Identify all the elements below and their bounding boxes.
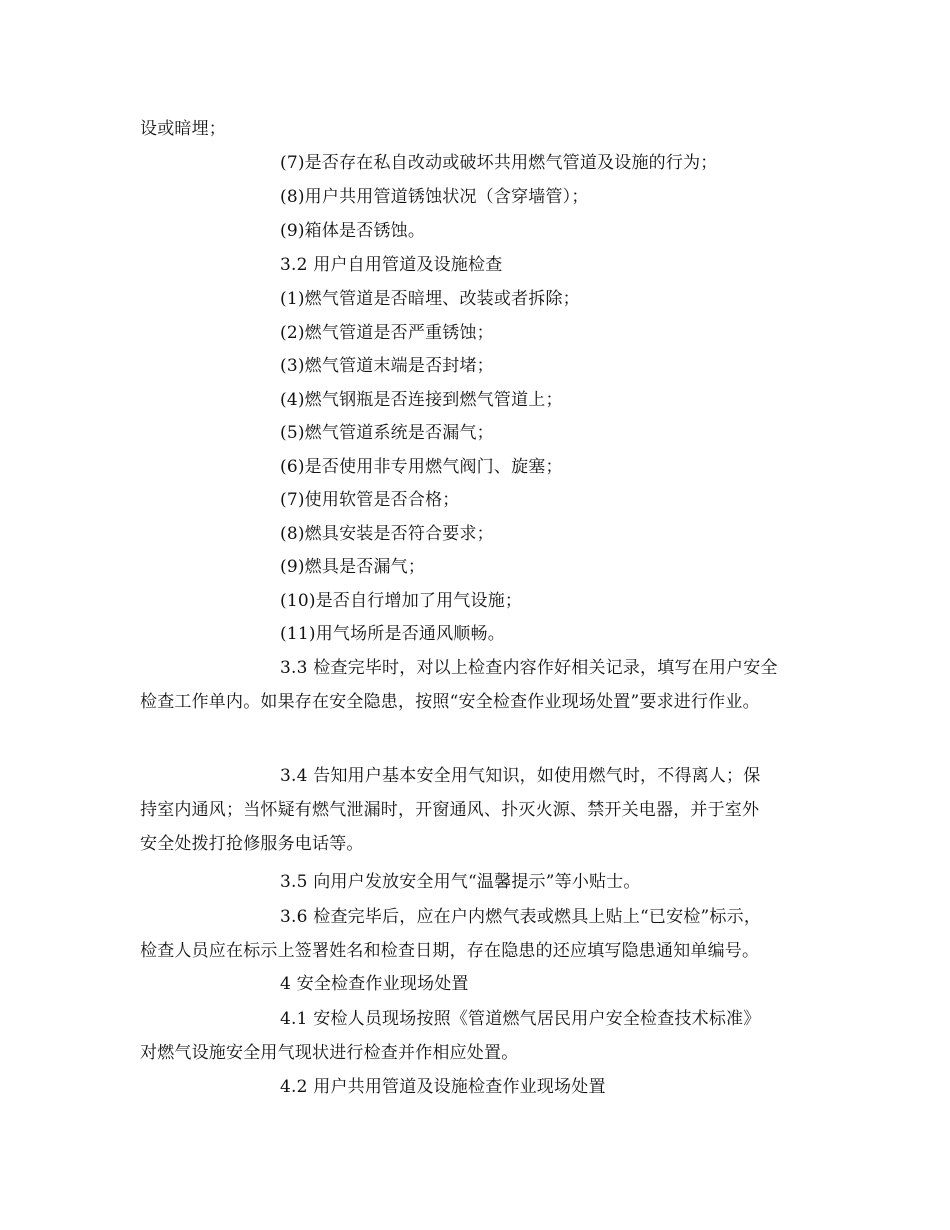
- text-line: (1)燃气管道是否暗埋、改装或者拆除；: [280, 289, 580, 309]
- text-line: (9)燃具是否漏气；: [280, 557, 426, 577]
- text-line: (7)是否存在私自改动或破坏共用燃气管道及设施的行为；: [280, 153, 718, 173]
- paragraph-line: 检查人员应在标示上签署姓名和检查日期，存在隐患的还应填写隐患通知单编号。: [140, 941, 760, 961]
- text-line: (8)燃具安装是否符合要求；: [280, 524, 494, 544]
- paragraph-line: 3.6 检查完毕后，应在户内燃气表或燃具上贴上“已安检”标示，: [280, 907, 762, 927]
- paragraph-line: 对燃气设施安全用气现状进行检查并作相应处置。: [140, 1043, 519, 1063]
- section-heading: 4.2 用户共用管道及设施检查作业现场处置: [280, 1077, 606, 1097]
- text-line: (5)燃气管道系统是否漏气；: [280, 423, 494, 443]
- text-line: (8)用户共用管道锈蚀状况（含穿墙管）；: [280, 187, 589, 207]
- text-line: (2)燃气管道是否严重锈蚀；: [280, 323, 494, 343]
- paragraph-line: 3.5 向用户发放安全用气“温馨提示”等小贴士。: [280, 872, 641, 892]
- paragraph-line: 3.3 检查完毕时，对以上检查内容作好相关记录，填写在用户安全: [280, 658, 778, 678]
- paragraph-line: 4.1 安检人员现场按照《管道燃气居民用户安全检查技术标准》: [280, 1009, 761, 1029]
- text-line: (11)用气场所是否通风顺畅。: [280, 624, 505, 644]
- paragraph-line: 3.4 告知用户基本安全用气知识，如使用燃气时，不得离人；保: [280, 766, 761, 786]
- section-heading: 4 安全检查作业现场处置: [280, 974, 469, 994]
- text-line: (4)燃气钢瓶是否连接到燃气管道上；: [280, 390, 563, 410]
- text-line: (10)是否自行增加了用气设施；: [280, 591, 523, 611]
- text-line: (7)使用软管是否合格；: [280, 490, 460, 510]
- section-heading: 3.2 用户自用管道及设施检查: [280, 255, 503, 275]
- text-line: 设或暗埋；: [140, 119, 226, 139]
- text-line: (3)燃气管道末端是否封堵；: [280, 356, 494, 376]
- paragraph-line: 检查工作单内。如果存在安全隐患，按照“安全检查作业现场处置”要求进行作业。: [140, 692, 760, 712]
- text-line: (6)是否使用非专用燃气阀门、旋塞；: [280, 457, 563, 477]
- paragraph-line: 持室内通风；当怀疑有燃气泄漏时，开窗通风、扑灭火源、禁开关电器，并于室外: [140, 800, 760, 820]
- text-line: (9)箱体是否锈蚀。: [280, 221, 426, 241]
- paragraph-line: 安全处拨打抢修服务电话等。: [140, 834, 364, 854]
